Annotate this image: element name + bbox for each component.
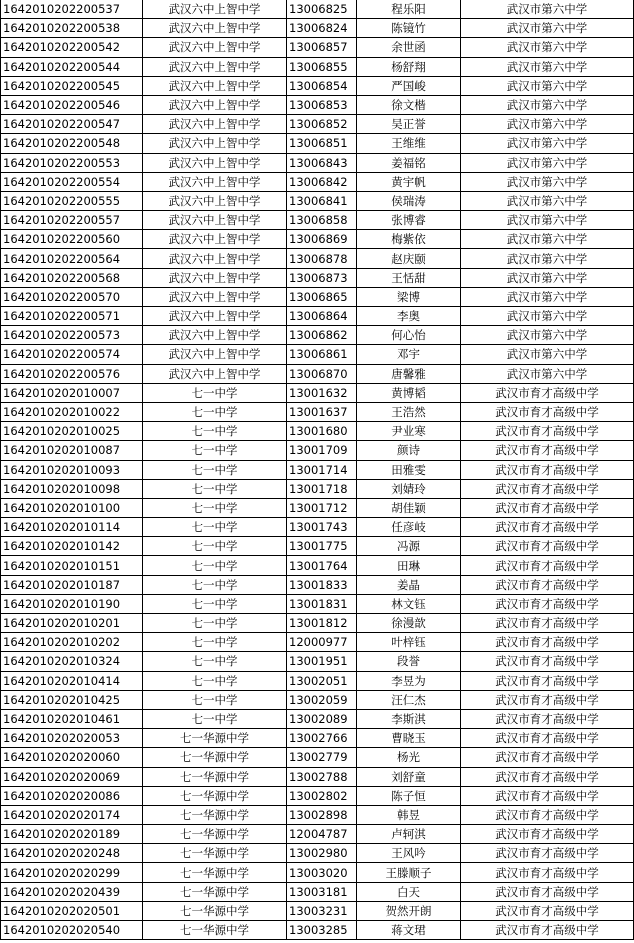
admitted-school-cell: 武汉市育才高级中学 <box>461 498 634 517</box>
table-row <box>1 537 634 556</box>
table-row <box>1 882 634 901</box>
student-id-cell: 1642010202010151 <box>1 556 143 575</box>
admitted-school-cell: 武汉市第六中学 <box>461 172 634 191</box>
school-cell: 武汉六中上智中学 <box>143 364 287 383</box>
admitted-school-cell: 武汉市育才高级中学 <box>461 863 634 882</box>
student-name-cell: 徐文楷 <box>357 95 461 114</box>
school-cell: 七一中学 <box>143 479 287 498</box>
student-name-cell: 尹业寒 <box>357 422 461 441</box>
exam-number-cell: 13001637 <box>287 402 357 421</box>
student-id-cell: 1642010202200555 <box>1 191 143 210</box>
table-row <box>1 652 634 671</box>
student-name-cell: 梁博 <box>357 287 461 306</box>
table-row <box>1 441 634 460</box>
table-row <box>1 479 634 498</box>
admitted-school-cell: 武汉市第六中学 <box>461 249 634 268</box>
school-cell: 武汉六中上智中学 <box>143 307 287 326</box>
student-name-cell: 颜诗 <box>357 441 461 460</box>
admitted-school-cell: 武汉市育才高级中学 <box>461 594 634 613</box>
student-name-cell: 曹晓玉 <box>357 729 461 748</box>
table-row <box>1 364 634 383</box>
table-row <box>1 57 634 76</box>
school-cell: 七一中学 <box>143 537 287 556</box>
table-row <box>1 230 634 249</box>
exam-number-cell: 13006841 <box>287 191 357 210</box>
student-name-cell: 姜福铭 <box>357 153 461 172</box>
school-cell: 武汉六中上智中学 <box>143 172 287 191</box>
school-cell: 七一华源中学 <box>143 786 287 805</box>
admitted-school-cell: 武汉市育才高级中学 <box>461 460 634 479</box>
student-name-cell: 侯瑞涛 <box>357 191 461 210</box>
student-name-cell: 余世函 <box>357 38 461 57</box>
school-cell: 武汉六中上智中学 <box>143 211 287 230</box>
school-cell: 七一中学 <box>143 498 287 517</box>
school-cell: 七一中学 <box>143 556 287 575</box>
admitted-school-cell: 武汉市育才高级中学 <box>461 709 634 728</box>
exam-number-cell: 13006858 <box>287 211 357 230</box>
student-name-cell: 田雅雯 <box>357 460 461 479</box>
school-cell: 七一中学 <box>143 709 287 728</box>
student-id-cell: 1642010202010461 <box>1 709 143 728</box>
student-id-cell: 1642010202200537 <box>1 0 143 19</box>
exam-number-cell: 13001951 <box>287 652 357 671</box>
exam-number-cell: 13003231 <box>287 901 357 920</box>
table-row <box>1 863 634 882</box>
student-id-cell: 1642010202010187 <box>1 575 143 594</box>
table-row <box>1 633 634 652</box>
student-id-cell: 1642010202200548 <box>1 134 143 153</box>
student-name-cell: 冯源 <box>357 537 461 556</box>
school-cell: 七一中学 <box>143 575 287 594</box>
table-row <box>1 575 634 594</box>
admitted-school-cell: 武汉市育才高级中学 <box>461 921 634 940</box>
student-id-cell: 1642010202020501 <box>1 901 143 920</box>
student-name-cell: 张博睿 <box>357 211 461 230</box>
student-name-cell: 汪仁杰 <box>357 690 461 709</box>
student-name-cell: 赵庆颐 <box>357 249 461 268</box>
admitted-school-cell: 武汉市育才高级中学 <box>461 422 634 441</box>
table-row <box>1 690 634 709</box>
exam-number-cell: 13006865 <box>287 287 357 306</box>
admitted-school-cell: 武汉市第六中学 <box>461 95 634 114</box>
exam-number-cell: 13002788 <box>287 767 357 786</box>
school-cell: 七一华源中学 <box>143 921 287 940</box>
exam-number-cell: 13002802 <box>287 786 357 805</box>
table-row <box>1 38 634 57</box>
admitted-school-cell: 武汉市育才高级中学 <box>461 652 634 671</box>
exam-number-cell: 13001680 <box>287 422 357 441</box>
exam-number-cell: 13002051 <box>287 671 357 690</box>
student-id-cell: 1642010202010022 <box>1 402 143 421</box>
school-cell: 七一中学 <box>143 441 287 460</box>
student-name-cell: 王浩然 <box>357 402 461 421</box>
student-name-cell: 黄宇帆 <box>357 172 461 191</box>
admitted-school-cell: 武汉市第六中学 <box>461 134 634 153</box>
student-id-cell: 1642010202010007 <box>1 383 143 402</box>
exam-number-cell: 12000977 <box>287 633 357 652</box>
admitted-school-cell: 武汉市第六中学 <box>461 211 634 230</box>
table-row <box>1 172 634 191</box>
school-cell: 七一中学 <box>143 671 287 690</box>
student-id-cell: 1642010202200545 <box>1 76 143 95</box>
student-id-cell: 1642010202200571 <box>1 307 143 326</box>
table-row <box>1 594 634 613</box>
table-row <box>1 556 634 575</box>
admitted-school-cell: 武汉市育才高级中学 <box>461 825 634 844</box>
school-cell: 七一中学 <box>143 614 287 633</box>
school-cell: 七一中学 <box>143 518 287 537</box>
admitted-school-cell: 武汉市育才高级中学 <box>461 805 634 824</box>
student-id-cell: 1642010202010414 <box>1 671 143 690</box>
school-cell: 七一华源中学 <box>143 748 287 767</box>
table-row <box>1 460 634 479</box>
student-id-cell: 1642010202010425 <box>1 690 143 709</box>
school-cell: 武汉六中上智中学 <box>143 76 287 95</box>
student-id-cell: 1642010202200560 <box>1 230 143 249</box>
exam-number-cell: 13006855 <box>287 57 357 76</box>
admitted-school-cell: 武汉市育才高级中学 <box>461 441 634 460</box>
student-id-cell: 1642010202200574 <box>1 345 143 364</box>
admitted-school-cell: 武汉市第六中学 <box>461 230 634 249</box>
admitted-school-cell: 武汉市育才高级中学 <box>461 575 634 594</box>
admitted-school-cell: 武汉市第六中学 <box>461 115 634 134</box>
student-id-cell: 1642010202010202 <box>1 633 143 652</box>
exam-number-cell: 13002980 <box>287 844 357 863</box>
school-cell: 七一华源中学 <box>143 863 287 882</box>
student-id-cell: 1642010202200568 <box>1 268 143 287</box>
table-row <box>1 921 634 940</box>
student-id-cell: 1642010202200576 <box>1 364 143 383</box>
school-cell: 七一华源中学 <box>143 729 287 748</box>
school-cell: 武汉六中上智中学 <box>143 249 287 268</box>
table-row <box>1 134 634 153</box>
student-id-cell: 1642010202010324 <box>1 652 143 671</box>
table-row <box>1 191 634 210</box>
admitted-school-cell: 武汉市第六中学 <box>461 268 634 287</box>
table-row <box>1 402 634 421</box>
exam-number-cell: 13002766 <box>287 729 357 748</box>
table-row <box>1 307 634 326</box>
admitted-school-cell: 武汉市育才高级中学 <box>461 786 634 805</box>
table-row <box>1 345 634 364</box>
table-row <box>1 709 634 728</box>
admitted-school-cell: 武汉市育才高级中学 <box>461 690 634 709</box>
exam-number-cell: 13002089 <box>287 709 357 728</box>
admitted-school-cell: 武汉市育才高级中学 <box>461 748 634 767</box>
exam-number-cell: 13002898 <box>287 805 357 824</box>
student-name-cell: 梅紫依 <box>357 230 461 249</box>
table-row <box>1 422 634 441</box>
table-row <box>1 498 634 517</box>
student-id-cell: 1642010202020540 <box>1 921 143 940</box>
exam-number-cell: 13006873 <box>287 268 357 287</box>
exam-number-cell: 13006878 <box>287 249 357 268</box>
table-row <box>1 153 634 172</box>
student-name-cell: 叶梓钰 <box>357 633 461 652</box>
school-cell: 七一华源中学 <box>143 882 287 901</box>
exam-number-cell: 13001764 <box>287 556 357 575</box>
school-cell: 武汉六中上智中学 <box>143 95 287 114</box>
student-id-cell: 1642010202020069 <box>1 767 143 786</box>
table-row <box>1 844 634 863</box>
student-name-cell: 陈子恒 <box>357 786 461 805</box>
school-cell: 七一中学 <box>143 690 287 709</box>
admitted-school-cell: 武汉市育才高级中学 <box>461 614 634 633</box>
school-cell: 武汉六中上智中学 <box>143 115 287 134</box>
admitted-school-cell: 武汉市育才高级中学 <box>461 729 634 748</box>
student-id-cell: 1642010202020174 <box>1 805 143 824</box>
student-name-cell: 吴正誉 <box>357 115 461 134</box>
table-row <box>1 825 634 844</box>
table-row <box>1 805 634 824</box>
student-name-cell: 王维维 <box>357 134 461 153</box>
student-name-cell: 王滕顺子 <box>357 863 461 882</box>
admitted-school-cell: 武汉市育才高级中学 <box>461 767 634 786</box>
exam-number-cell: 13006842 <box>287 172 357 191</box>
student-name-cell: 黄博韬 <box>357 383 461 402</box>
exam-number-cell: 13006870 <box>287 364 357 383</box>
student-name-cell: 刘婧玲 <box>357 479 461 498</box>
exam-number-cell: 13006825 <box>287 0 357 19</box>
school-cell: 武汉六中上智中学 <box>143 134 287 153</box>
table-row <box>1 76 634 95</box>
table-row <box>1 767 634 786</box>
exam-number-cell: 12004787 <box>287 825 357 844</box>
school-cell: 武汉六中上智中学 <box>143 0 287 19</box>
exam-number-cell: 13006824 <box>287 19 357 38</box>
table-row <box>1 95 634 114</box>
exam-number-cell: 13001714 <box>287 460 357 479</box>
table-row <box>1 249 634 268</box>
admitted-school-cell: 武汉市第六中学 <box>461 38 634 57</box>
student-name-cell: 杨舒翔 <box>357 57 461 76</box>
student-name-cell: 段誉 <box>357 652 461 671</box>
student-id-cell: 1642010202020248 <box>1 844 143 863</box>
student-id-cell: 1642010202020060 <box>1 748 143 767</box>
admitted-school-cell: 武汉市育才高级中学 <box>461 556 634 575</box>
school-cell: 武汉六中上智中学 <box>143 287 287 306</box>
table-body <box>1 0 634 940</box>
admitted-school-cell: 武汉市第六中学 <box>461 287 634 306</box>
student-id-cell: 1642010202200557 <box>1 211 143 230</box>
exam-number-cell: 13006853 <box>287 95 357 114</box>
exam-number-cell: 13001632 <box>287 383 357 402</box>
student-id-cell: 1642010202010093 <box>1 460 143 479</box>
student-id-cell: 1642010202010098 <box>1 479 143 498</box>
exam-number-cell: 13006851 <box>287 134 357 153</box>
student-name-cell: 白天 <box>357 882 461 901</box>
admitted-school-cell: 武汉市育才高级中学 <box>461 479 634 498</box>
school-cell: 武汉六中上智中学 <box>143 326 287 345</box>
exam-number-cell: 13001712 <box>287 498 357 517</box>
student-name-cell: 徐漫歆 <box>357 614 461 633</box>
admitted-school-cell: 武汉市育才高级中学 <box>461 882 634 901</box>
exam-number-cell: 13006861 <box>287 345 357 364</box>
student-id-cell: 1642010202010087 <box>1 441 143 460</box>
school-cell: 七一中学 <box>143 402 287 421</box>
exam-number-cell: 13006869 <box>287 230 357 249</box>
table-row <box>1 383 634 402</box>
student-name-cell: 李斯淇 <box>357 709 461 728</box>
student-id-cell: 1642010202200544 <box>1 57 143 76</box>
school-cell: 七一华源中学 <box>143 825 287 844</box>
student-name-cell: 严国峻 <box>357 76 461 95</box>
student-id-cell: 1642010202200553 <box>1 153 143 172</box>
table-row <box>1 326 634 345</box>
student-id-cell: 1642010202010190 <box>1 594 143 613</box>
exam-number-cell: 13001833 <box>287 575 357 594</box>
table-row <box>1 748 634 767</box>
exam-number-cell: 13002059 <box>287 690 357 709</box>
student-id-cell: 1642010202200547 <box>1 115 143 134</box>
table-row <box>1 671 634 690</box>
admitted-school-cell: 武汉市第六中学 <box>461 307 634 326</box>
student-id-cell: 1642010202020086 <box>1 786 143 805</box>
student-name-cell: 卢轲淇 <box>357 825 461 844</box>
student-id-cell: 1642010202020189 <box>1 825 143 844</box>
table-row <box>1 115 634 134</box>
school-cell: 七一华源中学 <box>143 844 287 863</box>
admitted-school-cell: 武汉市育才高级中学 <box>461 671 634 690</box>
exam-number-cell: 13006852 <box>287 115 357 134</box>
school-cell: 七一中学 <box>143 633 287 652</box>
exam-number-cell: 13001812 <box>287 614 357 633</box>
student-id-cell: 1642010202010142 <box>1 537 143 556</box>
exam-number-cell: 13001743 <box>287 518 357 537</box>
exam-number-cell: 13001718 <box>287 479 357 498</box>
table-row <box>1 729 634 748</box>
admitted-school-cell: 武汉市第六中学 <box>461 326 634 345</box>
student-name-cell: 程乐阳 <box>357 0 461 19</box>
school-cell: 七一中学 <box>143 422 287 441</box>
student-id-cell: 1642010202200542 <box>1 38 143 57</box>
exam-number-cell: 13002779 <box>287 748 357 767</box>
exam-number-cell: 13003181 <box>287 882 357 901</box>
admitted-school-cell: 武汉市育才高级中学 <box>461 402 634 421</box>
exam-number-cell: 13006854 <box>287 76 357 95</box>
exam-number-cell: 13001831 <box>287 594 357 613</box>
student-id-cell: 1642010202200538 <box>1 19 143 38</box>
admitted-school-cell: 武汉市第六中学 <box>461 19 634 38</box>
student-name-cell: 贺然开朗 <box>357 901 461 920</box>
student-id-cell: 1642010202200570 <box>1 287 143 306</box>
table-row <box>1 19 634 38</box>
admitted-school-cell: 武汉市育才高级中学 <box>461 518 634 537</box>
student-id-cell: 1642010202010025 <box>1 422 143 441</box>
table-row <box>1 211 634 230</box>
student-id-cell: 1642010202020299 <box>1 863 143 882</box>
table-row <box>1 786 634 805</box>
student-name-cell: 胡佳颖 <box>357 498 461 517</box>
school-cell: 七一华源中学 <box>143 767 287 786</box>
school-cell: 七一中学 <box>143 383 287 402</box>
student-id-cell: 1642010202200564 <box>1 249 143 268</box>
admitted-school-cell: 武汉市育才高级中学 <box>461 844 634 863</box>
school-cell: 七一中学 <box>143 594 287 613</box>
admitted-school-cell: 武汉市育才高级中学 <box>461 901 634 920</box>
school-cell: 武汉六中上智中学 <box>143 191 287 210</box>
student-name-cell: 李昱为 <box>357 671 461 690</box>
school-cell: 武汉六中上智中学 <box>143 19 287 38</box>
exam-number-cell: 13003285 <box>287 921 357 940</box>
admitted-school-cell: 武汉市第六中学 <box>461 153 634 172</box>
table-row <box>1 614 634 633</box>
school-cell: 七一华源中学 <box>143 805 287 824</box>
student-name-cell: 唐馨雅 <box>357 364 461 383</box>
exam-number-cell: 13001775 <box>287 537 357 556</box>
school-cell: 武汉六中上智中学 <box>143 268 287 287</box>
table-row <box>1 518 634 537</box>
student-name-cell: 王恬甜 <box>357 268 461 287</box>
student-name-cell: 王风吟 <box>357 844 461 863</box>
student-id-cell: 1642010202010201 <box>1 614 143 633</box>
exam-number-cell: 13006864 <box>287 307 357 326</box>
school-cell: 七一华源中学 <box>143 901 287 920</box>
school-cell: 武汉六中上智中学 <box>143 230 287 249</box>
student-id-cell: 1642010202010100 <box>1 498 143 517</box>
admitted-school-cell: 武汉市第六中学 <box>461 76 634 95</box>
student-name-cell: 林文钰 <box>357 594 461 613</box>
student-id-cell: 1642010202200573 <box>1 326 143 345</box>
school-cell: 武汉六中上智中学 <box>143 38 287 57</box>
admitted-school-cell: 武汉市育才高级中学 <box>461 633 634 652</box>
school-cell: 武汉六中上智中学 <box>143 57 287 76</box>
student-name-cell: 陈镜竹 <box>357 19 461 38</box>
school-cell: 武汉六中上智中学 <box>143 153 287 172</box>
table-row <box>1 287 634 306</box>
exam-number-cell: 13006862 <box>287 326 357 345</box>
student-id-cell: 1642010202020053 <box>1 729 143 748</box>
admitted-school-cell: 武汉市第六中学 <box>461 57 634 76</box>
exam-number-cell: 13006857 <box>287 38 357 57</box>
student-id-cell: 1642010202020439 <box>1 882 143 901</box>
table-row <box>1 268 634 287</box>
school-cell: 武汉六中上智中学 <box>143 345 287 364</box>
student-name-cell: 何心怡 <box>357 326 461 345</box>
student-name-cell: 刘舒童 <box>357 767 461 786</box>
student-name-cell: 邓宇 <box>357 345 461 364</box>
school-cell: 七一中学 <box>143 460 287 479</box>
student-id-cell: 1642010202200554 <box>1 172 143 191</box>
school-cell: 七一中学 <box>143 652 287 671</box>
student-id-cell: 1642010202200546 <box>1 95 143 114</box>
student-name-cell: 姜晶 <box>357 575 461 594</box>
student-id-cell: 1642010202010114 <box>1 518 143 537</box>
student-name-cell: 蒋文珺 <box>357 921 461 940</box>
admitted-school-cell: 武汉市育才高级中学 <box>461 383 634 402</box>
student-name-cell: 李奥 <box>357 307 461 326</box>
admitted-school-cell: 武汉市育才高级中学 <box>461 537 634 556</box>
exam-number-cell: 13003020 <box>287 863 357 882</box>
admitted-school-cell: 武汉市第六中学 <box>461 191 634 210</box>
student-name-cell: 韩昱 <box>357 805 461 824</box>
table-row <box>1 901 634 920</box>
exam-number-cell: 13001709 <box>287 441 357 460</box>
student-name-cell: 杨光 <box>357 748 461 767</box>
student-name-cell: 田琳 <box>357 556 461 575</box>
table-row <box>1 0 634 19</box>
admitted-school-cell: 武汉市第六中学 <box>461 364 634 383</box>
admitted-school-cell: 武汉市第六中学 <box>461 345 634 364</box>
student-name-cell: 任彦岐 <box>357 518 461 537</box>
exam-number-cell: 13006843 <box>287 153 357 172</box>
admitted-school-cell: 武汉市第六中学 <box>461 0 634 19</box>
